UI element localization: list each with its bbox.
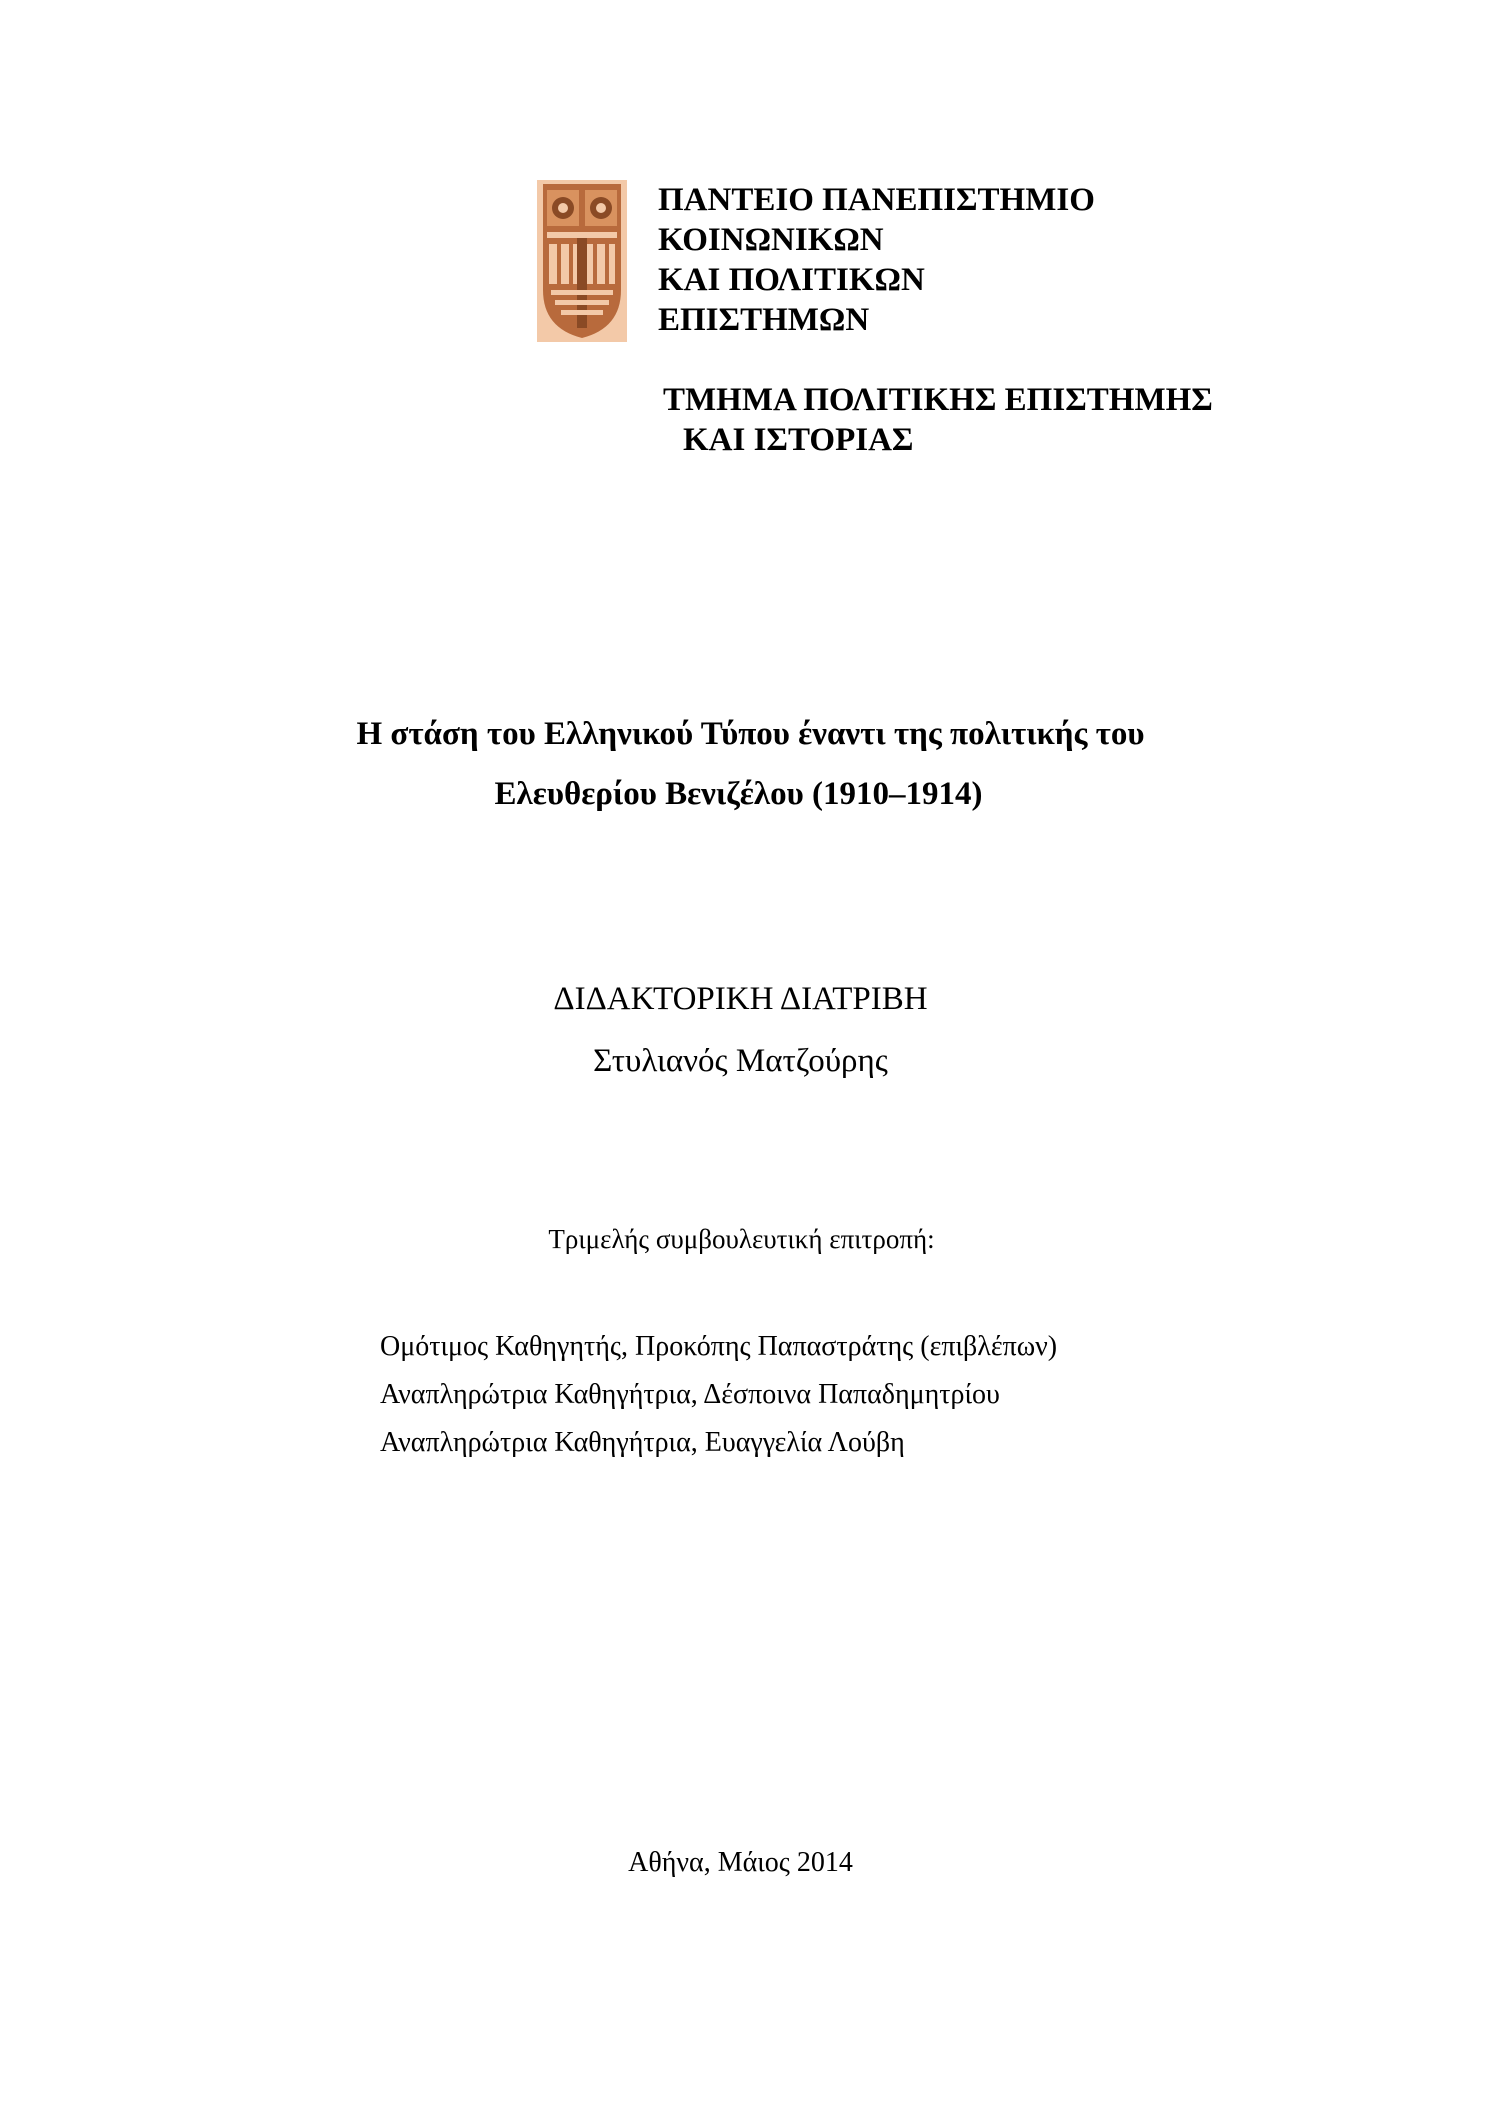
university-name-line: ΚΑΙ ΠΟΛΙΤΙΚΩΝ	[658, 262, 925, 298]
committee-member: Αναπληρώτρια Καθηγήτρια, Δέσποινα Παπαδημητρίου	[380, 1379, 1000, 1410]
university-emblem-icon	[537, 180, 627, 342]
committee-members	[380, 1323, 1057, 1467]
committee-member: Αναπληρώτρια Καθηγήτρια, Ευαγγελία Λούβη	[380, 1427, 905, 1458]
university-name-line: ΕΠΙΣΤΗΜΩΝ	[658, 302, 870, 338]
thesis-title-line: Ελευθερίου Βενιζέλου (1910–1914)	[494, 776, 983, 812]
university-name	[658, 180, 1095, 340]
university-name-line: ΠΑΝΤΕΙΟ ΠΑΝΕΠΙΣΤΗΜΙΟ	[658, 182, 1095, 218]
thesis-type: ΔΙΔΑΚΤΟΡΙΚΗ ΔΙΑΤΡΙΒΗ	[553, 981, 928, 1017]
department-name-line: ΚΑΙ ΙΣΤΟΡΙΑΣ	[683, 422, 914, 458]
committee-member: Ομότιμος Καθηγητής, Προκόπης Παπαστράτης (επιβλέπων)	[380, 1331, 1058, 1362]
committee-label: Τριμελής συμβουλευτική επιτροπή:	[548, 1224, 935, 1254]
department-name-line: ΤΜΗΜΑ ΠΟΛΙΤΙΚΗΣ ΕΠΙΣΤΗΜΗΣ	[663, 382, 1213, 418]
place-and-date: Αθήνα, Μάιος 2014	[628, 1847, 853, 1878]
university-name-line: ΚΟΙΝΩΝΙΚΩΝ	[658, 222, 884, 258]
author-name: Στυλιανός Ματζούρης	[593, 1043, 888, 1079]
thesis-title	[0, 704, 1489, 824]
department-name	[663, 380, 1213, 460]
thesis-title-line: Η στάση του Ελληνικού Τύπου έναντι της πολιτικής του	[356, 716, 1145, 752]
